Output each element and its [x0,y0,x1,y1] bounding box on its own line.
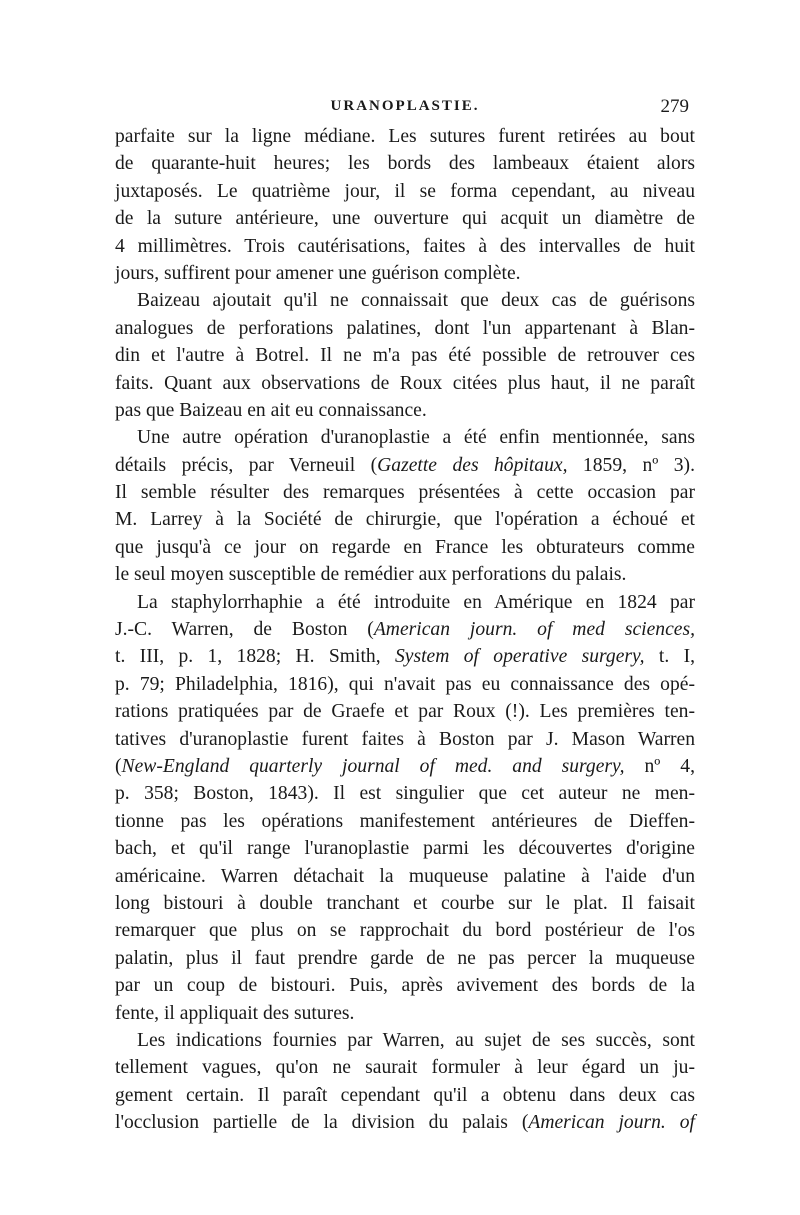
text-segment: t. III, p. 1, 1828; H. Smith, [115,646,395,668]
text-segment: Une autre opération d'uranoplastie a été enfin mentionnée, sans [137,427,695,449]
paragraph [115,589,695,1027]
text-segment: palatin, plus il faut prendre garde de ne pas percer la muqueuse [115,947,695,969]
text-line [115,726,695,753]
text-line [115,123,695,150]
text-segment: détails précis, par Verneuil ( [115,454,378,476]
text-segment: Les indications fournies par Warren, au sujet de ses succès, sont [137,1029,695,1051]
text-line [115,671,695,698]
text-line [115,479,695,506]
paragraph [115,287,695,424]
text-line [115,835,695,862]
text-line [115,370,695,397]
text-segment: analogues de perforations palatines, dont l'un appartenant à Blan- [115,317,695,339]
text-segment: pas que Baizeau en ait eu connaissance. [115,399,427,421]
text-segment: américaine. Warren détachait la muqueuse palatine à l'aide d'un [115,865,695,887]
text-segment: nº 4, [624,755,695,777]
text-segment: faits. Quant aux observations de Roux citées plus haut, il ne paraît [115,372,695,394]
text-segment: long bistouri à double tranchant et courbe sur le plat. Il faisait [115,892,695,914]
text-line [115,205,695,232]
italic-text: Gazette des hôpitaux, [377,454,568,476]
text-line [115,917,695,944]
text-segment: remarquer que plus on se rapprochait du bord postérieur de l'os [115,920,695,942]
text-segment: 4 millimètres. Trois cautérisations, faites à des intervalles de huit [115,235,695,257]
text-segment: La staphylorrhaphie a été introduite en Amérique en 1824 par [137,591,695,613]
text-line [115,561,695,588]
page-body [115,123,695,1136]
text-line [115,506,695,533]
text-line [115,424,695,451]
text-segment: le seul moyen susceptible de remédier aux perforations du palais. [115,564,627,586]
text-segment: tionne pas les opérations manifestement antérieures de Dieffen- [115,810,695,832]
page-header [115,96,695,120]
text-line [115,863,695,890]
text-segment: Baizeau ajoutait qu'il ne connaissait que deux cas de guérisons [137,290,695,312]
text-line [115,589,695,616]
text-segment: parfaite sur la ligne médiane. Les sutures furent retirées au bout [115,126,695,147]
text-segment: M. Larrey à la Société de chirurgie, que l'opération a échoué et [115,509,695,531]
text-segment: Il semble résulter des remarques présentées à cette occasion par [115,482,695,504]
text-line [115,315,695,342]
text-line [115,780,695,807]
running-title: URANOPLASTIE. [330,98,480,114]
text-segment: l'occlusion partielle de la division du palais ( [115,1112,529,1134]
text-line [115,534,695,561]
text-segment: J.-C. Warren, de Boston ( [115,619,374,641]
text-line [115,1054,695,1081]
text-line [115,233,695,260]
text-segment: de la suture antérieure, une ouverture qui acquit un diamètre de [115,208,695,230]
text-segment: p. 358; Boston, 1843). Il est singulier que cet auteur ne men- [115,783,695,805]
text-line [115,643,695,670]
italic-text: American journ. of [528,1112,695,1134]
text-line [115,452,695,479]
paragraph [115,1027,695,1137]
text-segment: rations pratiquées par de Graefe et par Roux (!). Les premières ten- [115,701,695,723]
text-segment: fente, il appliquait des sutures. [115,1002,355,1024]
text-segment: 1859, nº 3). [567,454,695,476]
text-segment: tellement vagues, qu'on ne saurait formuler à leur égard un ju- [115,1057,695,1079]
italic-text: New-England quarterly journal of med. and surgery, [121,755,625,777]
text-segment: par un coup de bistouri. Puis, après avivement des bords de la [115,975,695,997]
italic-text: American journ. of med sciences, [373,619,695,641]
text-line [115,616,695,643]
text-line [115,1109,695,1136]
text-line [115,890,695,917]
text-line [115,178,695,205]
text-line [115,397,695,424]
text-segment: din et l'autre à Botrel. Il ne m'a pas été possible de retrouver ces [115,345,695,367]
text-segment: bach, et qu'il range l'uranoplastie parmi les découvertes d'origine [115,838,695,860]
page-number: 279 [660,96,689,117]
text-line [115,1000,695,1027]
text-segment: de quarante-huit heures; les bords des lambeaux étaient alors [115,153,695,175]
italic-text: System of operative surgery, [394,646,645,668]
text-line [115,753,695,780]
text-segment: que jusqu'à ce jour on regarde en France les obturateurs comme [115,536,695,558]
text-line [115,342,695,369]
text-segment: tatives d'uranoplastie furent faites à Boston par J. Mason Warren [115,728,695,750]
text-line [115,698,695,725]
text-segment: t. I, [644,646,695,668]
text-line [115,287,695,314]
text-line [115,1082,695,1109]
text-line [115,945,695,972]
text-line [115,808,695,835]
text-segment: ( [115,755,122,777]
text-line [115,260,695,287]
paragraph [115,123,695,287]
text-line [115,972,695,999]
text-segment: p. 79; Philadelphia, 1816), qui n'avait pas eu connaissance des opé- [115,673,695,695]
paragraph [115,424,695,588]
text-segment: juxtaposés. Le quatrième jour, il se forma cependant, au niveau [115,180,695,202]
text-line [115,1027,695,1054]
text-segment: gement certain. Il paraît cependant qu'il a obtenu dans deux cas [115,1084,695,1106]
text-line [115,150,695,177]
text-segment: jours, suffirent pour amener une guérison complète. [115,262,521,284]
